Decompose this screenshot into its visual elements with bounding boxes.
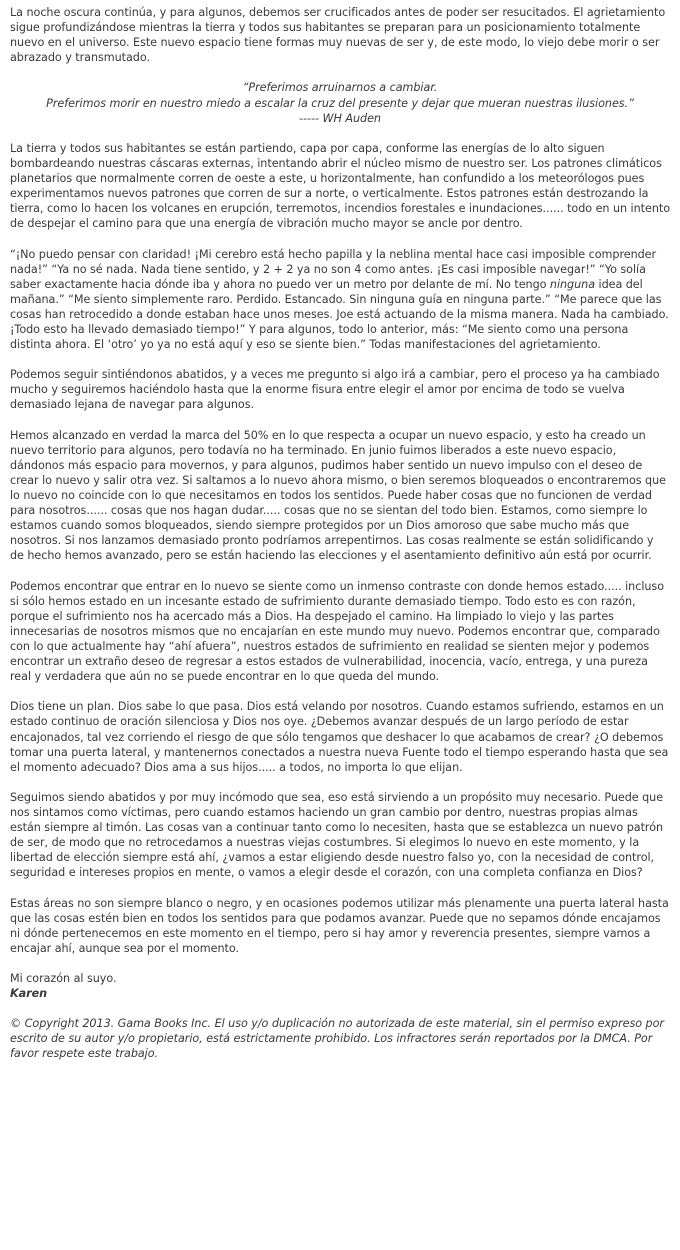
testimonials-emphasis: ninguna	[549, 277, 595, 291]
paragraph-gods-plan: Dios tiene un plan. Dios sabe lo que pasa. Dios está velando por nosotros. Cuando estamos sufriendo, estamos en un estado continuo de oración silenciosa y Dios nos oye. ¿Debemos avanzar después de un largo período de estar encajonados, tal vez corriendo el riesgo de que sólo tengamos que deshacer lo que acabamos de crear? ¿O debemos tomar una puerta lateral, y mantenernos conectados a nuestra nueva Fuente todo el tiempo esperando hasta que sea el momento adecuado? Dios ama a sus hijos..... a todos, no importa lo que elijan.	[10, 700, 669, 774]
paragraph-testimonials	[10, 247, 670, 353]
copyright-notice: © Copyright 2013. Gama Books Inc. El uso y/o duplicación no autorizada de este material, sin el permiso expreso por escrito de su autor y/o propietario, está estrictamente prohibido. Los infractores serán reportados por la DMCA. Por favor respete este trabajo.	[10, 1017, 664, 1061]
quote-line-2: Preferimos morir en nuestro miedo a escalar la cruz del presente y dejar que mueran nuestras ilusiones.”	[46, 96, 634, 110]
paragraph-intro: La noche oscura continúa, y para algunos, debemos ser crucificados antes de poder ser resucitados. El agrietamiento sigue profundizándose mientras la tierra y todos sus habitantes se preparan para un posicionamiento totalmente nuevo en el universo. Este nuevo espacio tiene formas muy nuevas de ser y, de este modo, lo viejo debe morir o ser abrazado y transmutado.	[10, 6, 666, 65]
quote-attribution: ----- WH Auden	[299, 111, 381, 125]
signature-name: Karen	[10, 987, 48, 1001]
paragraph-contrast: Podemos encontrar que entrar en lo nuevo se siente como un inmenso contraste con donde hemos estado..... incluso si sólo hemos estado en un incesante estado de sufrimiento durante demasiado tiempo. Todo esto es con razón, porque el sufrimiento nos ha acercado más a Dios. Ha despejado el camino. Ha limpiado lo viejo y las partes innecesarias de nosotros mismos que no encajarían en este mundo muy nuevo. Podemos encontrar que, comparado con lo que actualmente hay “ahí afuera”, nuestros estados de sufrimiento en realidad se sienten mejor y podemos encontrar un extraño deseo de regresar a estos estados de vulnerabilidad, inocencia, vacío, entrega, y una pureza real y verdadera que aún no se puede encontrar en lo que queda del mundo.	[10, 579, 664, 684]
paragraph-side-door: Estas áreas no son siempre blanco o negro, y en ocasiones podemos utilizar más plenamente una puerta lateral hasta que las cosas estén bien en todos los sentidos para que podamos avanzar. Puede que no sepamos dónde encajamos ni dónde pertenecemos en este momento en el tiempo, pero si hay amor y reverencia presentes, siempre vamos a encajar ahí, aunque sea por el momento.	[10, 896, 669, 955]
signature-block	[10, 971, 670, 1001]
testimonials-text-a: “¡No puedo pensar con claridad! ¡Mi cerebro está hecho papilla y la neblina mental hace casi imposible comprender nada!” “Ya no sé nada. Nada tiene sentido, y 2 + 2 ya no son 4 como antes. ¡Es casi imposible navegar!” “Yo solía saber exactamente hacia dónde iba y ahora no puedo ver un metro por delante de mí. No tengo	[10, 247, 657, 291]
epigraph-quote	[10, 80, 670, 125]
paragraph-earth: La tierra y todos sus habitantes se están partiendo, capa por capa, conforme las energías de lo alto siguen bombardeando nuestras cáscaras externas, intentando abrir el núcleo mismo de nuestro ser. Los patrones climáticos planetarios que normalmente corren de oeste a este, u horizontalmente, han confundido a los meteorólogos pues experimentamos nuevos patrones que corren de sur a norte, o verticalmente. Estos patrones están destrozando la tierra, como lo hacen los volcanes en erupción, terremotos, incendios forestales e inundaciones...... todo en un intento de despejar el camino para que una energía de vibración mucho mayor se ancle por dentro.	[10, 141, 670, 231]
signature-closing: Mi corazón al suyo.	[10, 972, 117, 985]
paragraph-fifty-percent: Hemos alcanzado en verdad la marca del 50% en lo que respecta a ocupar un nuevo espacio, y esto ha creado un nuevo territorio para algunos, pero todavía no ha terminado. En junio fuimos liberados a este nuevo espacio, dándonos más espacio para movernos, y para algunos, pudimos haber sentido un nuevo impulso con el deseo de crear lo nuevo y salir otra vez. Si saltamos a lo nuevo ahora mismo, o bien seremos bloqueados o encontraremos que lo nuevo no coincide con lo que necesitamos en todos los sentidos. Puede haber cosas que no funcionen de verdad para nosotros...... cosas que nos hagan dudar..... cosas que no se sientan del todo bien. Estamos, como siempre lo estamos cuando somos bloqueados, siendo siempre protegidos por un Dios amoroso que sabe mucho más que nosotros. Si nos lanzamos demasiado pronto podríamos arrepentirnos. Las cosas realmente se están solidificando y de hecho hemos avanzado, pero se están haciendo las elecciones y el asentamiento definitivo aún está por ocurrir.	[10, 428, 666, 563]
paragraph-downcast: Podemos seguir sintiéndonos abatidos, y a veces me pregunto si algo irá a cambiar, pero el proceso ya ha cambiado mucho y seguiremos haciéndolo hasta que la enorme fisura entre elegir el amor por encima de todo se vuelva demasiado lejana de navegar para algunos.	[10, 368, 660, 412]
testimonials-text-b: idea del mañana.” “Me siento simplemente raro. Perdido. Estancado. Sin ninguna guía en ninguna parte.” “Me parece que las cosas han retrocedido a donde estaban hace unos meses. Joe está actuando de la misma manera. Nada ha cambiado. ¡Todo esto ha llevado demasiado tiempo!” Y para algunos, todo lo anterior, más: “Me siento como una persona distinta ahora. El ‘otro’ yo ya no está aquí y eso se siente bien.” Todas manifestaciones del agrietamiento.	[10, 277, 669, 352]
quote-line-1: “Preferimos arruinarnos a cambiar.	[242, 81, 438, 95]
paragraph-purpose: Seguimos siendo abatidos y por muy incómodo que sea, eso está sirviendo a un propósito muy necesario. Puede que nos sintamos como víctimas, pero cuando estamos haciendo un gran cambio por dentro, nuestras propias almas están siempre al timón. Las cosas van a continuar tanto como lo necesiten, hasta que se establezca un nuevo patrón de ser, de modo que no retrocedamos a nuestras viejas costumbres. Si elegimos lo nuevo en este momento, y la libertad de elección siempre está ahí, ¿vamos a estar eligiendo desde nuestro falso yo, con la necesidad de control, seguridad e intereses propios en mente, o vamos a elegir desde el corazón, con una completa confianza en Dios?	[10, 790, 664, 880]
